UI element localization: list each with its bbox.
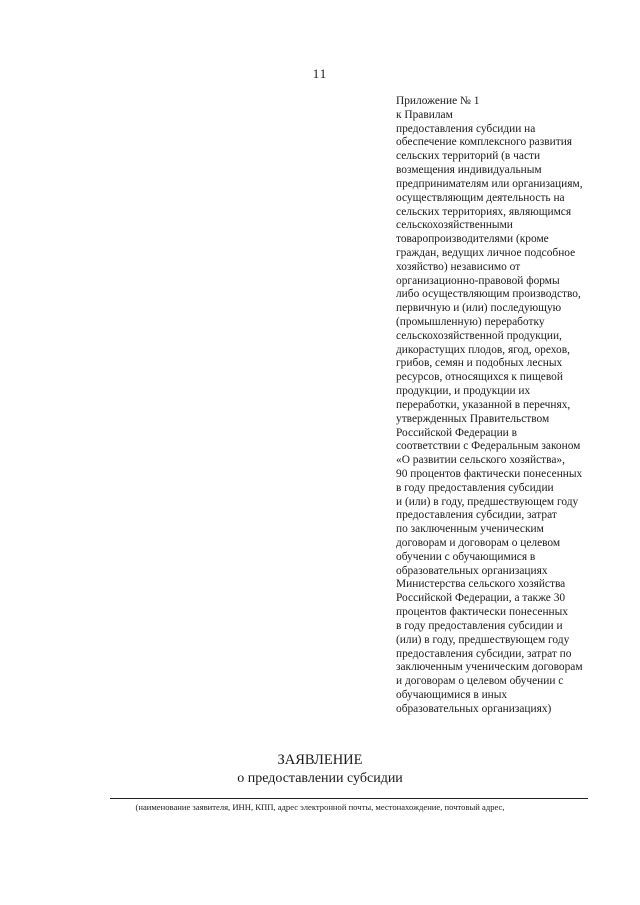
appendix-line: предоставления субсидии, затрат по — [396, 647, 572, 660]
appendix-header-block — [396, 95, 611, 717]
appendix-line: Российской Федерации в — [396, 426, 518, 439]
appendix-line: первичную и (или) последующую — [396, 302, 562, 315]
appendix-line: и (или) в году, предшествующем году — [396, 495, 579, 508]
appendix-line: образовательных организациях — [396, 564, 548, 577]
appendix-line: процентов фактически понесенных — [396, 606, 568, 619]
appendix-line: договорам и договорам о целевом — [396, 537, 561, 549]
appendix-line: и договорам о целевом обучении с — [396, 675, 564, 688]
appendix-line: 90 процентов фактически понесенных — [396, 467, 583, 480]
appendix-line: либо осуществляющим производство, — [396, 288, 581, 301]
appendix-line: товаропроизводителями (кроме — [396, 233, 549, 246]
appendix-line: утвержденных Правительством — [396, 412, 550, 425]
appendix-line: предоставления субсидии на — [396, 122, 536, 135]
appendix-line: предпринимателям или организациям, — [396, 177, 583, 190]
appendix-line: сельских территориях, являющимся — [396, 205, 572, 218]
appendix-line: граждан, ведущих личное подсобное — [396, 246, 576, 259]
applicant-fill-line — [110, 798, 588, 799]
appendix-line: обучающимися в иных — [396, 688, 508, 701]
appendix-line: хозяйство) независимо от — [396, 260, 521, 273]
appendix-line: в году предоставления субсидии и — [396, 619, 563, 632]
appendix-line: дикорастущих плодов, ягод, орехов, — [396, 343, 570, 356]
appendix-line: грибов, семян и подобных лесных — [396, 357, 563, 370]
document-subtitle: о предоставлении субсидии — [237, 771, 403, 786]
appendix-line: сельских территорий (в части — [396, 150, 541, 163]
appendix-line: Российской Федерации, а также 30 — [396, 592, 566, 605]
appendix-line: организационно-правовой формы — [396, 274, 560, 287]
appendix-line: в году предоставления субсидии — [396, 481, 554, 494]
appendix-line: предоставления субсидии, затрат — [396, 509, 557, 522]
appendix-line: возмещения индивидуальным — [396, 164, 542, 177]
appendix-line: Приложение № 1 — [396, 95, 480, 107]
appendix-line: продукции, и продукции их — [396, 385, 531, 398]
appendix-line: заключенным ученическим договорам — [396, 661, 583, 674]
appendix-line: сельскохозяйственными — [396, 219, 513, 232]
document-title: ЗАЯВЛЕНИЕ — [277, 752, 363, 768]
appendix-line: Министерства сельского хозяйства — [396, 578, 566, 591]
appendix-line: сельскохозяйственной продукции, — [396, 329, 562, 342]
appendix-line: по заключенным ученическим — [396, 523, 544, 536]
appendix-line: переработки, указанной в перечнях, — [396, 398, 571, 411]
appendix-line: ресурсов, относящихся к пищевой — [396, 371, 563, 384]
appendix-line: к Правилам — [396, 108, 453, 121]
appendix-line: (промышленную) переработку — [396, 316, 545, 328]
applicant-field-caption: (наименование заявителя, ИНН, КПП, адрес электронной почты, местонахождение, почтовый адрес, — [135, 802, 505, 812]
page-number: 11 — [312, 66, 328, 81]
appendix-line: соответствии с Федеральным законом — [396, 440, 581, 453]
appendix-line: осуществляющим деятельность на — [396, 191, 565, 204]
appendix-line: образовательных организациях) — [396, 702, 552, 715]
appendix-line: «О развитии сельского хозяйства», — [396, 454, 565, 467]
appendix-line: (или) в году, предшествующем году — [396, 633, 570, 646]
appendix-line: обучении с обучающимися в — [396, 550, 536, 563]
appendix-line: обеспечение комплексного развития — [396, 136, 573, 149]
